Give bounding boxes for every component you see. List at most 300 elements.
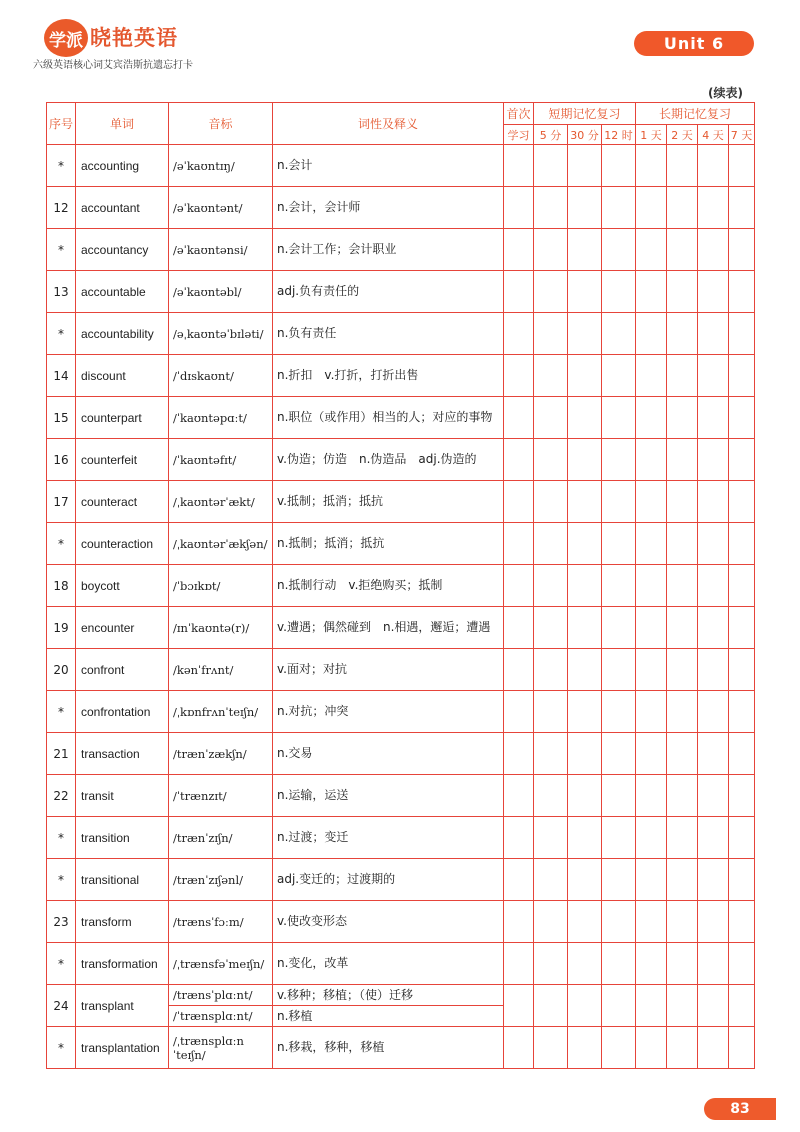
check-4day[interactable]	[698, 187, 729, 229]
check-4day[interactable]	[698, 523, 729, 565]
check-5min[interactable]	[534, 439, 568, 481]
check-30min[interactable]	[568, 691, 602, 733]
check-4day[interactable]	[698, 733, 729, 775]
row-meaning: v.移种；移植；（使）迁移	[273, 985, 504, 1006]
row-meaning: n.变化，改革	[273, 943, 504, 985]
check-1day[interactable]	[636, 943, 667, 985]
check-1day[interactable]	[636, 229, 667, 271]
row-word: boycott	[76, 565, 169, 607]
check-30min[interactable]	[568, 187, 602, 229]
check-7day[interactable]	[729, 229, 755, 271]
row-phonetic: /ɪnˈkaʊntə(r)/	[169, 607, 273, 649]
check-first[interactable]	[504, 397, 534, 439]
row-phonetic: /trænˈzɪʃn/	[169, 817, 273, 859]
check-2day[interactable]	[667, 439, 698, 481]
check-first[interactable]	[504, 187, 534, 229]
check-12h[interactable]	[602, 817, 636, 859]
row-word: transform	[76, 901, 169, 943]
check-first[interactable]	[504, 523, 534, 565]
check-1day[interactable]	[636, 775, 667, 817]
row-num: 13	[47, 271, 76, 313]
check-4day[interactable]	[698, 1027, 729, 1069]
table-row	[47, 313, 755, 355]
check-7day[interactable]	[729, 271, 755, 313]
table-row	[47, 523, 755, 565]
check-30min[interactable]	[568, 1027, 602, 1069]
check-5min[interactable]	[534, 187, 568, 229]
check-4day[interactable]	[698, 355, 729, 397]
row-word: transformation	[76, 943, 169, 985]
check-12h[interactable]	[602, 187, 636, 229]
row-word: accountancy	[76, 229, 169, 271]
check-5min[interactable]	[534, 775, 568, 817]
check-5min[interactable]	[534, 565, 568, 607]
check-12h[interactable]	[602, 649, 636, 691]
check-1day[interactable]	[636, 481, 667, 523]
table-row	[47, 691, 755, 733]
check-7day[interactable]	[729, 775, 755, 817]
check-1day[interactable]	[636, 523, 667, 565]
row-phonetic: /ˌkɒnfrʌnˈteɪʃn/	[169, 691, 273, 733]
row-meaning: v.伪造；仿造 n.伪造品 adj.伪造的	[273, 439, 504, 481]
row-word: transition	[76, 817, 169, 859]
row-phonetic: /trænsˈfɔːm/	[169, 901, 273, 943]
row-num: *	[47, 313, 76, 355]
check-4day[interactable]	[698, 943, 729, 985]
check-2day[interactable]	[667, 565, 698, 607]
row-num: *	[47, 859, 76, 901]
check-30min[interactable]	[568, 523, 602, 565]
row-phonetic: /kənˈfrʌnt/	[169, 649, 273, 691]
table-row	[47, 985, 755, 1006]
row-num: 12	[47, 187, 76, 229]
row-word: accountable	[76, 271, 169, 313]
table-row	[47, 733, 755, 775]
row-num: *	[47, 523, 76, 565]
brand-title: 晓艳英语	[90, 26, 178, 50]
check-1day[interactable]	[636, 901, 667, 943]
check-1day[interactable]	[636, 985, 667, 1027]
check-5min[interactable]	[534, 901, 568, 943]
check-2day[interactable]	[667, 397, 698, 439]
row-word: transaction	[76, 733, 169, 775]
check-first[interactable]	[504, 271, 534, 313]
header-first: 首次	[504, 103, 534, 125]
row-word: transplant	[76, 985, 169, 1027]
row-num: 18	[47, 565, 76, 607]
check-first[interactable]	[504, 481, 534, 523]
check-4day[interactable]	[698, 397, 729, 439]
check-1day[interactable]	[636, 397, 667, 439]
check-30min[interactable]	[568, 229, 602, 271]
check-4day[interactable]	[698, 439, 729, 481]
check-2day[interactable]	[667, 145, 698, 187]
check-2day[interactable]	[667, 943, 698, 985]
header-5min: 5 分	[534, 125, 568, 145]
row-meaning: n.运输，运送	[273, 775, 504, 817]
check-4day[interactable]	[698, 859, 729, 901]
row-num: *	[47, 145, 76, 187]
check-7day[interactable]	[729, 649, 755, 691]
header-1day: 1 天	[636, 125, 667, 145]
check-5min[interactable]	[534, 733, 568, 775]
check-first[interactable]	[504, 607, 534, 649]
row-num: 21	[47, 733, 76, 775]
check-first[interactable]	[504, 313, 534, 355]
row-phonetic: /trænˈzækʃn/	[169, 733, 273, 775]
check-12h[interactable]	[602, 943, 636, 985]
row-meaning: adj.负有责任的	[273, 271, 504, 313]
check-1day[interactable]	[636, 607, 667, 649]
check-5min[interactable]	[534, 691, 568, 733]
check-12h[interactable]	[602, 481, 636, 523]
header-word: 单词	[76, 103, 169, 145]
check-4day[interactable]	[698, 229, 729, 271]
row-phonetic: /əˈkaʊntəbl/	[169, 271, 273, 313]
check-2day[interactable]	[667, 481, 698, 523]
row-meaning: n.抵制；抵消；抵抗	[273, 523, 504, 565]
header-num: 序号	[47, 103, 76, 145]
check-2day[interactable]	[667, 649, 698, 691]
check-7day[interactable]	[729, 397, 755, 439]
check-1day[interactable]	[636, 145, 667, 187]
table-row	[47, 565, 755, 607]
check-2day[interactable]	[667, 229, 698, 271]
row-phonetic: /əˈkaʊntənt/	[169, 187, 273, 229]
check-12h[interactable]	[602, 145, 636, 187]
check-5min[interactable]	[534, 481, 568, 523]
header-12h: 12 时	[602, 125, 636, 145]
check-5min[interactable]	[534, 943, 568, 985]
check-7day[interactable]	[729, 523, 755, 565]
check-7day[interactable]	[729, 145, 755, 187]
header-30min: 30 分	[568, 125, 602, 145]
check-4day[interactable]	[698, 775, 729, 817]
check-30min[interactable]	[568, 481, 602, 523]
check-30min[interactable]	[568, 859, 602, 901]
check-first[interactable]	[504, 733, 534, 775]
row-phonetic: /ˈkaʊntəfɪt/	[169, 439, 273, 481]
check-12h[interactable]	[602, 271, 636, 313]
check-2day[interactable]	[667, 859, 698, 901]
check-30min[interactable]	[568, 397, 602, 439]
row-num: 23	[47, 901, 76, 943]
check-7day[interactable]	[729, 607, 755, 649]
table-row	[47, 397, 755, 439]
row-num: *	[47, 691, 76, 733]
check-7day[interactable]	[729, 187, 755, 229]
check-first[interactable]	[504, 817, 534, 859]
check-30min[interactable]	[568, 733, 602, 775]
check-2day[interactable]	[667, 523, 698, 565]
row-phonetic: /əˌkaʊntəˈbɪləti/	[169, 313, 273, 355]
check-2day[interactable]	[667, 985, 698, 1027]
check-30min[interactable]	[568, 439, 602, 481]
header-7day: 7 天	[729, 125, 755, 145]
check-7day[interactable]	[729, 439, 755, 481]
row-meaning: n.折扣 v.打折，打折出售	[273, 355, 504, 397]
check-5min[interactable]	[534, 859, 568, 901]
check-5min[interactable]	[534, 985, 568, 1027]
table-row	[47, 145, 755, 187]
row-meaning: v.面对；对抗	[273, 649, 504, 691]
check-first[interactable]	[504, 649, 534, 691]
check-4day[interactable]	[698, 649, 729, 691]
check-2day[interactable]	[667, 775, 698, 817]
check-30min[interactable]	[568, 817, 602, 859]
row-meaning: n.抵制行动 v.拒绝购买；抵制	[273, 565, 504, 607]
row-word: counteract	[76, 481, 169, 523]
check-12h[interactable]	[602, 439, 636, 481]
check-30min[interactable]	[568, 649, 602, 691]
header-first-study: 学习	[504, 125, 534, 145]
row-phonetic: /ˌkaʊntərˈækt/	[169, 481, 273, 523]
check-12h[interactable]	[602, 523, 636, 565]
row-num: 16	[47, 439, 76, 481]
row-meaning-alt: n.移植	[273, 1006, 504, 1027]
check-first[interactable]	[504, 1027, 534, 1069]
table-row	[47, 607, 755, 649]
table-row	[47, 271, 755, 313]
row-meaning: n.会计工作；会计职业	[273, 229, 504, 271]
check-7day[interactable]	[729, 859, 755, 901]
check-30min[interactable]	[568, 985, 602, 1027]
check-1day[interactable]	[636, 313, 667, 355]
row-phonetic: /əˈkaʊntənsi/	[169, 229, 273, 271]
check-12h[interactable]	[602, 313, 636, 355]
row-phonetic: /ˌtrænsfəˈmeɪʃn/	[169, 943, 273, 985]
check-5min[interactable]	[534, 229, 568, 271]
row-meaning: v.抵制；抵消；抵抗	[273, 481, 504, 523]
check-5min[interactable]	[534, 313, 568, 355]
row-word: confront	[76, 649, 169, 691]
check-5min[interactable]	[534, 649, 568, 691]
table-row	[47, 817, 755, 859]
logo-text: 学派	[49, 30, 83, 51]
check-2day[interactable]	[667, 1027, 698, 1069]
check-5min[interactable]	[534, 607, 568, 649]
header-2day: 2 天	[667, 125, 698, 145]
row-meaning: n.交易	[273, 733, 504, 775]
check-1day[interactable]	[636, 1027, 667, 1069]
check-2day[interactable]	[667, 817, 698, 859]
check-5min[interactable]	[534, 1027, 568, 1069]
check-30min[interactable]	[568, 565, 602, 607]
row-num: 19	[47, 607, 76, 649]
check-12h[interactable]	[602, 985, 636, 1027]
row-phonetic: /trænsˈplɑːnt/	[169, 985, 273, 1006]
table-row	[47, 481, 755, 523]
row-word: counterpart	[76, 397, 169, 439]
check-first[interactable]	[504, 775, 534, 817]
check-5min[interactable]	[534, 355, 568, 397]
header-phonetic: 音标	[169, 103, 273, 145]
table-row	[47, 355, 755, 397]
check-4day[interactable]	[698, 313, 729, 355]
check-30min[interactable]	[568, 943, 602, 985]
row-word: discount	[76, 355, 169, 397]
row-meaning: n.过渡；变迁	[273, 817, 504, 859]
check-1day[interactable]	[636, 355, 667, 397]
check-12h[interactable]	[602, 565, 636, 607]
row-meaning: n.会计	[273, 145, 504, 187]
row-word: encounter	[76, 607, 169, 649]
check-1day[interactable]	[636, 271, 667, 313]
row-num: 24	[47, 985, 76, 1027]
row-num: 14	[47, 355, 76, 397]
header-long-review: 长期记忆复习	[636, 103, 755, 125]
check-first[interactable]	[504, 691, 534, 733]
header-meaning: 词性及释义	[273, 103, 504, 145]
check-30min[interactable]	[568, 313, 602, 355]
check-first[interactable]	[504, 145, 534, 187]
row-num: 15	[47, 397, 76, 439]
check-1day[interactable]	[636, 691, 667, 733]
table-row	[47, 859, 755, 901]
check-2day[interactable]	[667, 691, 698, 733]
check-4day[interactable]	[698, 481, 729, 523]
check-2day[interactable]	[667, 271, 698, 313]
check-12h[interactable]	[602, 1027, 636, 1069]
check-first[interactable]	[504, 943, 534, 985]
check-30min[interactable]	[568, 355, 602, 397]
table-row	[47, 775, 755, 817]
row-phonetic: /ˌkaʊntərˈækʃən/	[169, 523, 273, 565]
check-12h[interactable]	[602, 229, 636, 271]
row-phonetic-alt: /ˈtrænsplɑːnt/	[169, 1006, 273, 1027]
check-30min[interactable]	[568, 145, 602, 187]
row-phonetic: /ˈtrænzɪt/	[169, 775, 273, 817]
check-2day[interactable]	[667, 187, 698, 229]
check-first[interactable]	[504, 985, 534, 1027]
vocabulary-table	[46, 102, 755, 1069]
row-num: *	[47, 1027, 76, 1069]
table-row	[47, 1027, 755, 1069]
check-4day[interactable]	[698, 901, 729, 943]
book-subtitle: 六级英语核心词艾宾浩斯抗遗忘打卡	[33, 60, 193, 71]
check-5min[interactable]	[534, 397, 568, 439]
check-first[interactable]	[504, 355, 534, 397]
row-word: accountability	[76, 313, 169, 355]
check-4day[interactable]	[698, 817, 729, 859]
row-meaning: n.负有责任	[273, 313, 504, 355]
row-num: *	[47, 943, 76, 985]
check-7day[interactable]	[729, 565, 755, 607]
row-meaning: n.职位（或作用）相当的人；对应的事物	[273, 397, 504, 439]
row-num: 20	[47, 649, 76, 691]
check-12h[interactable]	[602, 859, 636, 901]
unit-badge: Unit 6	[634, 31, 754, 56]
row-num: 22	[47, 775, 76, 817]
row-word: accountant	[76, 187, 169, 229]
row-word: confrontation	[76, 691, 169, 733]
check-12h[interactable]	[602, 733, 636, 775]
row-meaning: adj.变迁的；过渡期的	[273, 859, 504, 901]
check-5min[interactable]	[534, 817, 568, 859]
table-row	[47, 439, 755, 481]
check-1day[interactable]	[636, 859, 667, 901]
check-4day[interactable]	[698, 607, 729, 649]
check-5min[interactable]	[534, 145, 568, 187]
check-1day[interactable]	[636, 439, 667, 481]
check-first[interactable]	[504, 229, 534, 271]
header-4day: 4 天	[698, 125, 729, 145]
check-4day[interactable]	[698, 985, 729, 1027]
continued-label: (续表)	[708, 86, 743, 100]
row-word: accounting	[76, 145, 169, 187]
check-7day[interactable]	[729, 733, 755, 775]
check-1day[interactable]	[636, 187, 667, 229]
check-5min[interactable]	[534, 523, 568, 565]
check-2day[interactable]	[667, 901, 698, 943]
check-5min[interactable]	[534, 271, 568, 313]
check-30min[interactable]	[568, 901, 602, 943]
row-meaning: n.移栽，移种，移植	[273, 1027, 504, 1069]
check-12h[interactable]	[602, 607, 636, 649]
row-word: counteraction	[76, 523, 169, 565]
row-num: 17	[47, 481, 76, 523]
row-phonetic: /ˈkaʊntəpɑːt/	[169, 397, 273, 439]
check-7day[interactable]	[729, 481, 755, 523]
row-word: transit	[76, 775, 169, 817]
check-first[interactable]	[504, 901, 534, 943]
row-word: counterfeit	[76, 439, 169, 481]
row-word: transitional	[76, 859, 169, 901]
check-7day[interactable]	[729, 1027, 755, 1069]
check-2day[interactable]	[667, 607, 698, 649]
check-first[interactable]	[504, 439, 534, 481]
check-2day[interactable]	[667, 355, 698, 397]
check-12h[interactable]	[602, 901, 636, 943]
check-7day[interactable]	[729, 985, 755, 1027]
check-7day[interactable]	[729, 943, 755, 985]
check-2day[interactable]	[667, 733, 698, 775]
check-4day[interactable]	[698, 145, 729, 187]
check-1day[interactable]	[636, 817, 667, 859]
check-4day[interactable]	[698, 271, 729, 313]
check-7day[interactable]	[729, 901, 755, 943]
check-7day[interactable]	[729, 817, 755, 859]
row-phonetic: /əˈkaʊntɪŋ/	[169, 145, 273, 187]
row-phonetic: /ˈbɔɪkɒt/	[169, 565, 273, 607]
check-1day[interactable]	[636, 565, 667, 607]
check-2day[interactable]	[667, 313, 698, 355]
check-12h[interactable]	[602, 775, 636, 817]
check-12h[interactable]	[602, 691, 636, 733]
row-meaning: n.会计，会计师	[273, 187, 504, 229]
check-30min[interactable]	[568, 775, 602, 817]
check-4day[interactable]	[698, 565, 729, 607]
check-1day[interactable]	[636, 649, 667, 691]
page-number: 83	[704, 1098, 776, 1120]
check-4day[interactable]	[698, 691, 729, 733]
check-7day[interactable]	[729, 691, 755, 733]
check-7day[interactable]	[729, 355, 755, 397]
row-phonetic: /ˌtrænsplɑːnˈteɪʃn/	[169, 1027, 273, 1069]
table-row	[47, 187, 755, 229]
check-1day[interactable]	[636, 733, 667, 775]
row-phonetic: /trænˈzɪʃənl/	[169, 859, 273, 901]
check-first[interactable]	[504, 859, 534, 901]
check-30min[interactable]	[568, 607, 602, 649]
check-30min[interactable]	[568, 271, 602, 313]
row-meaning: v.遭遇；偶然碰到 n.相遇，邂逅；遭遇	[273, 607, 504, 649]
row-phonetic: /ˈdɪskaʊnt/	[169, 355, 273, 397]
check-first[interactable]	[504, 565, 534, 607]
check-12h[interactable]	[602, 397, 636, 439]
check-7day[interactable]	[729, 313, 755, 355]
check-12h[interactable]	[602, 355, 636, 397]
